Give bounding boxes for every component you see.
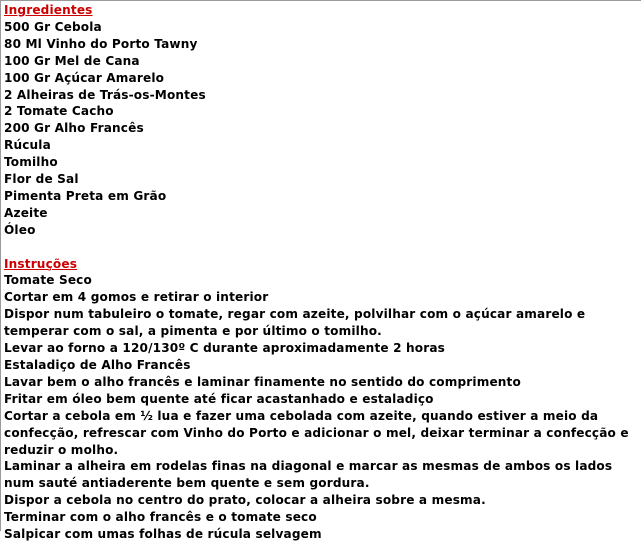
ingredient-item: Azeite xyxy=(4,205,48,220)
ingredient-item: Pimenta Preta em Grão xyxy=(4,188,167,203)
instruction-step: Salpicar com umas folhas de rúcula selvagem xyxy=(4,527,322,542)
ingredient-item: Flor de Sal xyxy=(4,172,79,187)
instruction-step: Estaladiço de Alho Francês xyxy=(4,358,191,373)
instruction-step: Lavar bem o alho francês e laminar finamente no sentido do comprimento xyxy=(4,374,521,389)
ingredient-item: 2 Alheiras de Trás-os-Montes xyxy=(4,87,206,102)
instruction-step: Cortar em 4 gomos e retirar o interior xyxy=(4,290,269,305)
ingredient-item: 500 Gr Cebola xyxy=(4,19,102,34)
ingredient-item: Rúcula xyxy=(4,138,51,153)
instruction-step: Dispor num tabuleiro o tomate, regar com azeite, polvilhar com o açúcar amarelo e temperar com o sal, a pimenta e por último o tomilho. xyxy=(4,307,586,339)
ingredient-item: 2 Tomate Cacho xyxy=(4,104,114,119)
section-spacer xyxy=(4,239,638,256)
instruction-step: Terminar com o alho francês e o tomate seco xyxy=(4,510,317,525)
ingredient-item: 100 Gr Mel de Cana xyxy=(4,53,140,68)
ingredient-item: 200 Gr Alho Francês xyxy=(4,121,144,136)
instruction-step: Levar ao forno a 120/130º C durante aproximadamente 2 horas xyxy=(4,341,446,356)
ingredient-item: Óleo xyxy=(4,222,36,237)
instruction-step: Tomate Seco xyxy=(4,273,92,288)
ingredient-item: 100 Gr Açúcar Amarelo xyxy=(4,70,165,85)
ingredient-item: Tomilho xyxy=(4,155,58,170)
ingredient-item: 80 Ml Vinho do Porto Tawny xyxy=(4,36,198,51)
instruction-step: Dispor a cebola no centro do prato, colocar a alheira sobre a mesma. xyxy=(4,493,486,508)
instruction-step: Laminar a alheira em rodelas finas na diagonal e marcar as mesmas de ambos os lados num sauté antiaderente bem quente e sem gordura. xyxy=(4,459,613,491)
instructions-heading: Instruções xyxy=(4,256,78,271)
ingredients-heading: Ingredientes xyxy=(4,3,93,17)
instruction-step: Cortar a cebola em ½ lua e fazer uma cebolada com azeite, quando estiver a meio da confecção, refrescar com Vinho do Porto e adicionar o mel, deixar terminar a confecção e reduzir o molho. xyxy=(4,408,629,457)
recipe-document xyxy=(4,2,638,543)
instruction-step: Fritar em óleo bem quente até ficar acastanhado e estaladiço xyxy=(4,391,434,406)
